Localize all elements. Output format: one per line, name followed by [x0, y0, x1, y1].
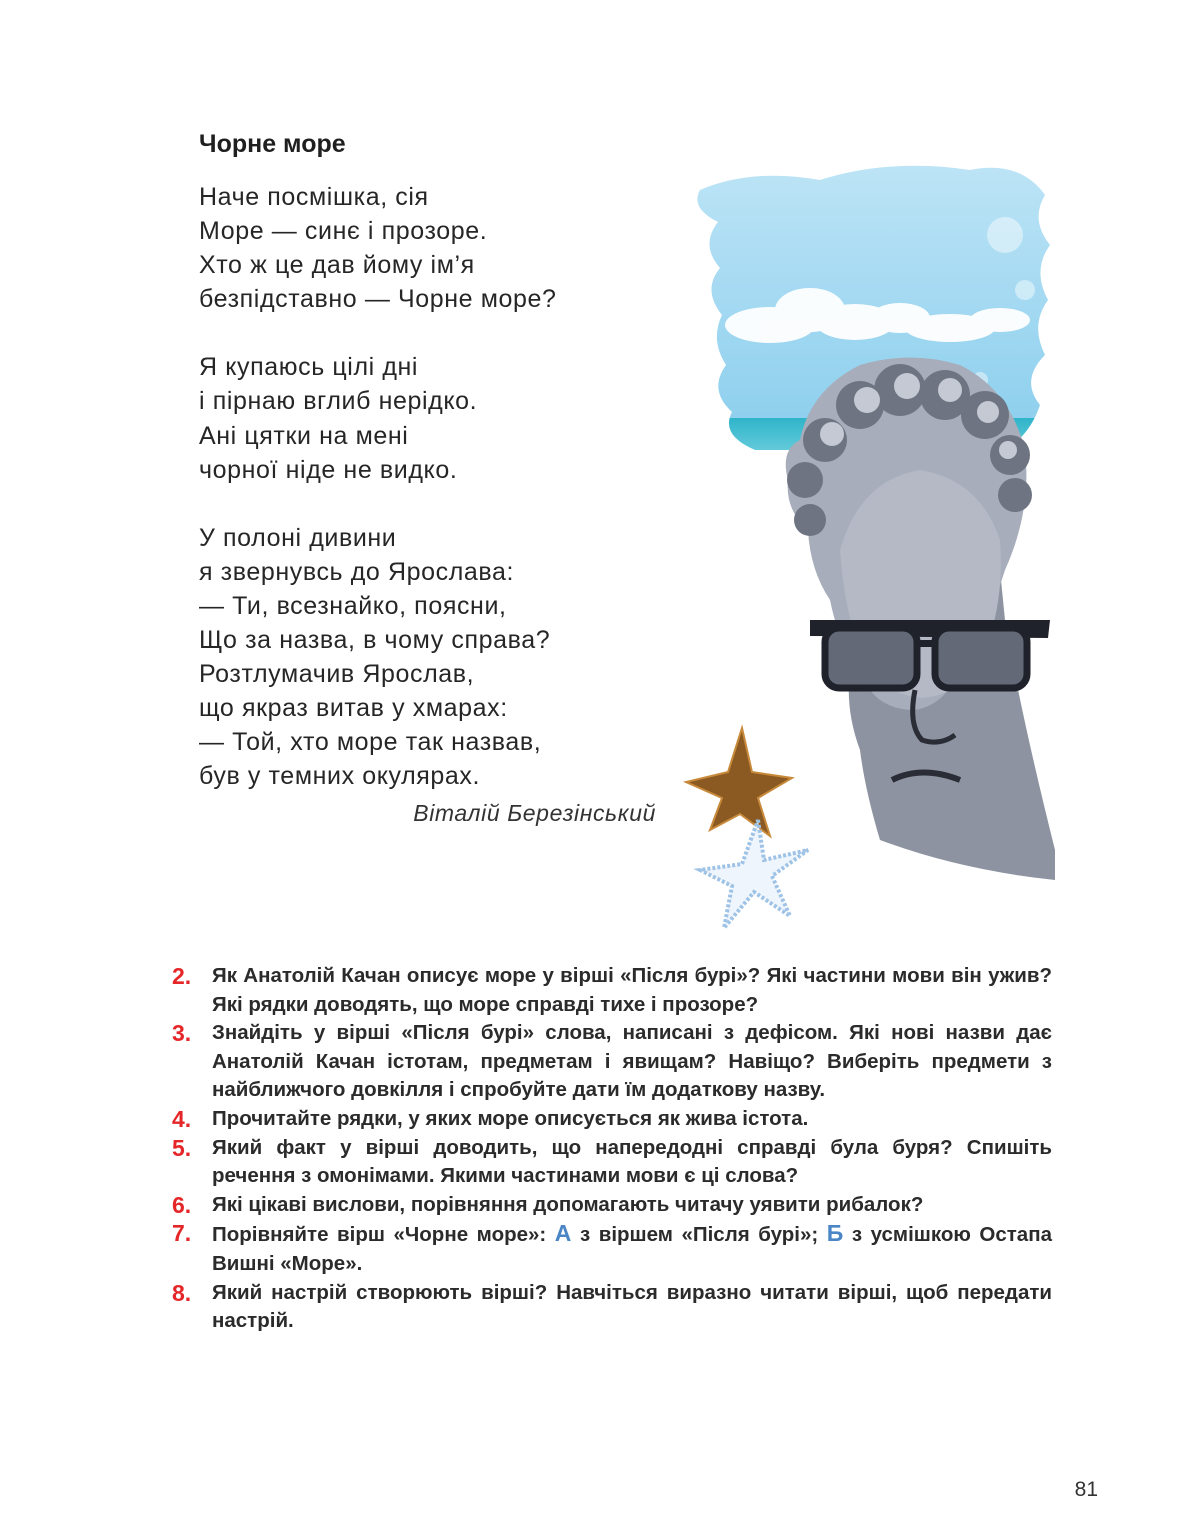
question-number: 8.: [172, 1279, 192, 1306]
question-number: 4.: [172, 1105, 192, 1132]
question-number: 3.: [172, 1020, 192, 1047]
stanza-3: [199, 521, 669, 794]
poem-line: був у темних окулярах.: [199, 762, 481, 791]
poem-line: Море — синє і прозоре.: [199, 217, 488, 246]
question-number: 2.: [172, 963, 192, 989]
stanza-1: [199, 180, 669, 316]
question-item: [172, 1191, 1052, 1220]
poem-line: Я купаюсь цілі дні: [199, 353, 419, 382]
brown-starfish-icon: [686, 728, 792, 836]
questions-list: [172, 962, 1052, 1336]
poem-line: — Той, хто море так назвав,: [199, 728, 542, 757]
poem-line: Хто ж це дав йому ім’я: [199, 251, 475, 280]
poem-line: — Ти, всезнайко, поясни,: [199, 591, 507, 620]
poem-line: Що за назва, в чому справа?: [199, 626, 551, 655]
question-number: 6.: [172, 1191, 192, 1218]
poem-line: Розтлумачив Ярослав,: [199, 660, 475, 689]
question-text-part: з усмішкою Остапа Вишні «Море».: [212, 1223, 1052, 1275]
poem-author: Віталій Березінський: [413, 800, 656, 826]
poem-line: чорної ніде не видко.: [199, 455, 458, 484]
question-text: Який настрій створюють вірші? Навчіться виразно читати вірші, щоб передати настрій.: [212, 1280, 1052, 1333]
question-item: [172, 1279, 1052, 1336]
question-text: Знайдіть у вірші «Після бурі» слова, написані з дефісом. Які нові назви дає Анатолій Качан істотам, предметам і явищам? Навіщо? Виберіть предмети з найближчого довкілля і спробуйте дати їм додаткову назву.: [212, 1021, 1052, 1102]
question-item: [172, 962, 1052, 1019]
blue-starfish-icon: [700, 820, 808, 928]
question-item: [172, 1219, 1052, 1278]
poem-line: я звернувсь до Ярослава:: [199, 557, 515, 586]
poem-title: Чорне море: [199, 130, 346, 158]
question-number: 5.: [172, 1134, 192, 1161]
poem-line: і пірнаю вглиб нерідко.: [199, 387, 478, 416]
question-text: Прочитайте рядки, у яких море описується як жива істота.: [212, 1106, 809, 1130]
poem-line: що якраз витав у хмарах:: [199, 694, 508, 723]
question-item: [172, 1019, 1052, 1105]
question-text-part: з віршем «Після бурі»;: [571, 1223, 827, 1247]
question-text: Як Анатолій Качан описує море у вірші «Після бурі»? Які частини мови він ужив? Які рядки доводять, що море справді тихе і прозоре?: [212, 964, 1052, 1016]
statue-head-with-sunglasses-icon: [786, 358, 1055, 881]
option-marker-b: Б: [826, 1220, 844, 1247]
question-item: [172, 1105, 1052, 1134]
question-item: [172, 1134, 1052, 1191]
question-text-part: Порівняйте вірш «Чорне море»:: [212, 1223, 555, 1247]
question-text: Які цікаві вислови, порівняння допомагають читачу уявити рибалок?: [212, 1192, 924, 1216]
poem-line: безпідставно — Чорне море?: [199, 285, 557, 314]
page-number: 81: [1074, 1478, 1098, 1501]
option-marker-a: А: [554, 1220, 572, 1247]
starfish-group: [680, 720, 820, 940]
question-number: 7.: [172, 1220, 192, 1247]
poem-line: Ані цятки на мені: [199, 421, 409, 450]
poem-line: Наче посмішка, сія: [199, 183, 429, 211]
question-text: Який факт у вірші доводить, що напередодні справді була буря? Спишіть речення з омонімами. Якими частинами мови є ці слова?: [212, 1135, 1052, 1188]
poem-line: У полоні дивини: [199, 523, 397, 552]
poem-text: [199, 180, 669, 828]
stanza-2: [199, 350, 669, 486]
